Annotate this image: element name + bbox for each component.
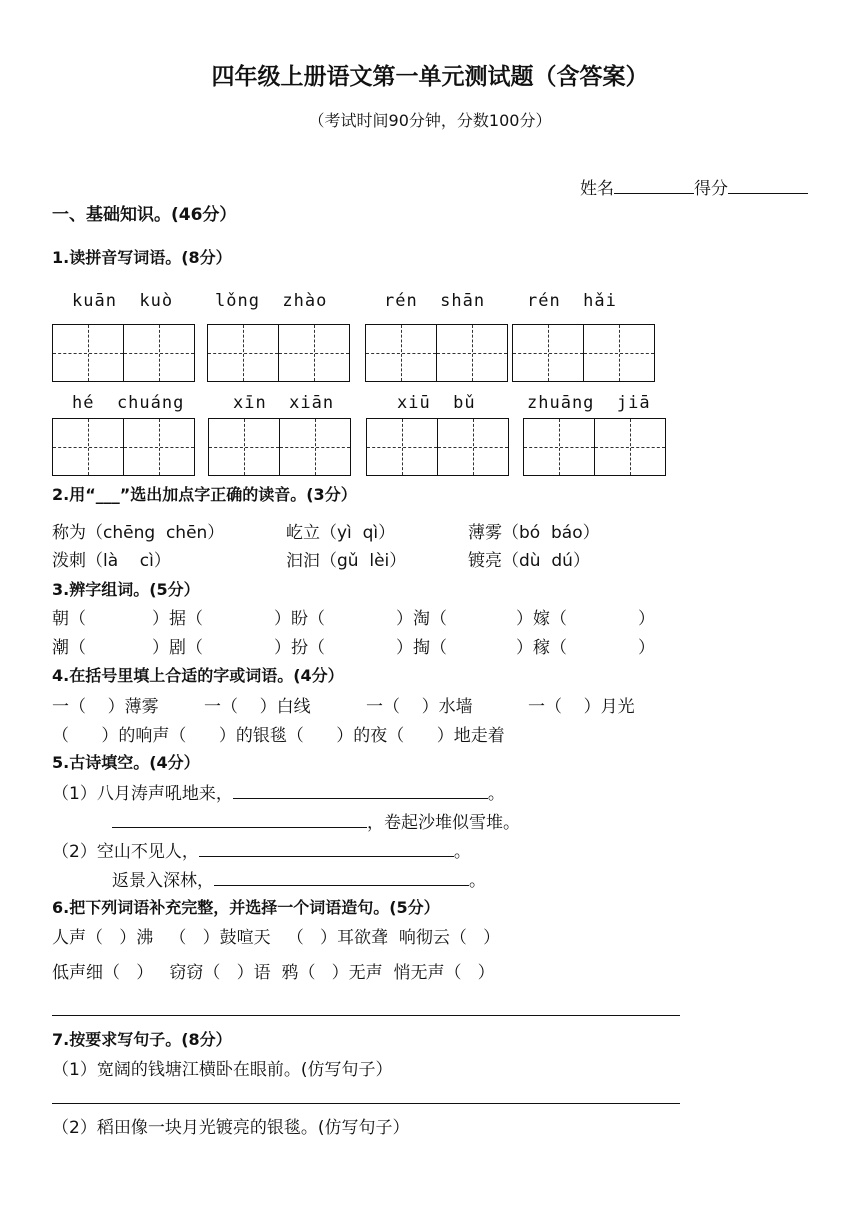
tian-cell[interactable] xyxy=(52,324,124,382)
question-2-heading: 2.用“___”选出加点字正确的读音。(3分） xyxy=(52,485,357,504)
pinyin: rén hǎi xyxy=(527,291,617,311)
idiom-line: 人声（ ）沸 （ ）鼓喧天 （ ）耳欲聋 响彻云（ ） xyxy=(52,928,501,948)
poem-text: 返景入深林， xyxy=(112,871,214,891)
punct: 。 xyxy=(469,871,486,891)
pronunciation-item[interactable]: 薄雾（bó báo） xyxy=(468,523,600,543)
tian-cell[interactable] xyxy=(366,418,438,476)
fill-blank: （ ）的响声（ ）的银毯（ ）的夜（ ）地走着 xyxy=(52,726,505,746)
fill-blank: ） xyxy=(638,609,655,629)
fill-blank: ） xyxy=(638,638,655,658)
tian-cell[interactable] xyxy=(279,418,351,476)
poem-line xyxy=(52,837,471,862)
name-blank[interactable] xyxy=(614,177,694,194)
writing-grid xyxy=(523,418,664,476)
writing-grid xyxy=(512,324,653,382)
writing-grid xyxy=(52,418,193,476)
fill-blank: ）据（ xyxy=(152,609,203,629)
fill-blank: ）嫁（ xyxy=(516,609,567,629)
poem-text: ，卷起沙堆似雪堆。 xyxy=(367,813,520,833)
question-3-heading: 3.辨字组词。(5分） xyxy=(52,580,200,599)
answer-blank[interactable] xyxy=(112,810,367,828)
fill-blank: ）扮（ xyxy=(274,638,325,658)
pinyin: xiū bǔ xyxy=(397,393,476,413)
poem-line xyxy=(112,808,520,833)
answer-blank[interactable] xyxy=(199,839,454,857)
writing-grid xyxy=(52,324,193,382)
sentence-task: （2）稻田像一块月光镀亮的银毯。(仿写句子） xyxy=(52,1118,410,1138)
punct: 。 xyxy=(487,784,505,804)
fill-blank: ）稼（ xyxy=(516,638,567,658)
fill-blank: ）剧（ xyxy=(152,638,203,658)
pinyin: rén shān xyxy=(384,291,486,311)
pinyin: hé chuáng xyxy=(72,393,185,413)
fill-blank: 一（ ）白线 xyxy=(204,697,311,717)
answer-blank[interactable] xyxy=(233,781,488,799)
name-label: 姓名 xyxy=(580,179,614,199)
question-6-heading: 6.把下列词语补充完整，并选择一个词语造句。(5分） xyxy=(52,898,440,917)
tian-cell[interactable] xyxy=(437,418,509,476)
tian-cell[interactable] xyxy=(523,418,595,476)
section-heading: 一、基础知识。(46分） xyxy=(52,205,237,225)
tian-cell[interactable] xyxy=(436,324,508,382)
poem-line xyxy=(52,779,505,804)
pronunciation-item[interactable]: 汩汩（gǔ lèi） xyxy=(286,551,407,571)
fill-blank: ）盼（ xyxy=(274,609,325,629)
page-title: 四年级上册语文第一单元测试题（含答案） xyxy=(211,64,649,90)
question-5-heading: 5.古诗填空。(4分） xyxy=(52,753,200,772)
punct: 。 xyxy=(453,842,471,862)
fill-blank: ）淘（ xyxy=(396,609,447,629)
question-1-heading: 1.读拼音写词语。(8分） xyxy=(52,248,232,267)
writing-grid xyxy=(207,324,348,382)
fill-blank: 一（ ）薄雾 xyxy=(52,697,159,717)
question-4-heading: 4.在括号里填上合适的字或词语。(4分） xyxy=(52,666,344,685)
idiom-line: 低声细（ ） 窃窃（ ）语 鸦（ ）无声 悄无声（ ） xyxy=(52,963,495,983)
pronunciation-item[interactable]: 泼刺（là cì） xyxy=(52,551,171,571)
tian-cell[interactable] xyxy=(52,418,124,476)
fill-blank: 一（ ）月光 xyxy=(528,697,635,717)
tian-cell[interactable] xyxy=(583,324,655,382)
tian-cell[interactable] xyxy=(512,324,584,382)
sentence-task: （1）宽阔的钱塘江横卧在眼前。(仿写句子） xyxy=(52,1060,393,1080)
answer-line[interactable] xyxy=(52,1015,680,1016)
writing-grid xyxy=(208,418,349,476)
tian-cell[interactable] xyxy=(207,324,279,382)
score-blank[interactable] xyxy=(728,177,808,194)
poem-line xyxy=(112,866,486,891)
tian-cell[interactable] xyxy=(208,418,280,476)
name-score-row xyxy=(569,154,808,199)
exam-info: （考试时间90分钟，分数100分） xyxy=(308,111,552,130)
writing-grid xyxy=(366,418,507,476)
tian-cell[interactable] xyxy=(594,418,666,476)
question-7-heading: 7.按要求写句子。(8分） xyxy=(52,1030,232,1049)
tian-cell[interactable] xyxy=(365,324,437,382)
writing-grid xyxy=(365,324,506,382)
poem-text: （2）空山不见人， xyxy=(52,842,199,862)
tian-cell[interactable] xyxy=(123,324,195,382)
fill-blank: 潮（ xyxy=(52,638,86,658)
pinyin: zhuāng jiā xyxy=(527,393,651,413)
tian-cell[interactable] xyxy=(123,418,195,476)
tian-cell[interactable] xyxy=(278,324,350,382)
pronunciation-item[interactable]: 镀亮（dù dú） xyxy=(468,551,590,571)
answer-line[interactable] xyxy=(52,1103,680,1104)
pinyin: kuān kuò xyxy=(72,291,174,311)
poem-text: （1）八月涛声吼地来， xyxy=(52,784,233,804)
pronunciation-item[interactable]: 屹立（yì qì） xyxy=(286,523,396,543)
pinyin: lǒng zhào xyxy=(215,291,328,311)
pinyin: xīn xiān xyxy=(233,393,335,413)
fill-blank: 一（ ）水墙 xyxy=(366,697,473,717)
fill-blank: ）掏（ xyxy=(396,638,447,658)
fill-blank: 朝（ xyxy=(52,609,86,629)
answer-blank[interactable] xyxy=(214,868,469,886)
score-label: 得分 xyxy=(694,179,728,199)
pronunciation-item[interactable]: 称为（chēng chēn） xyxy=(52,523,225,543)
